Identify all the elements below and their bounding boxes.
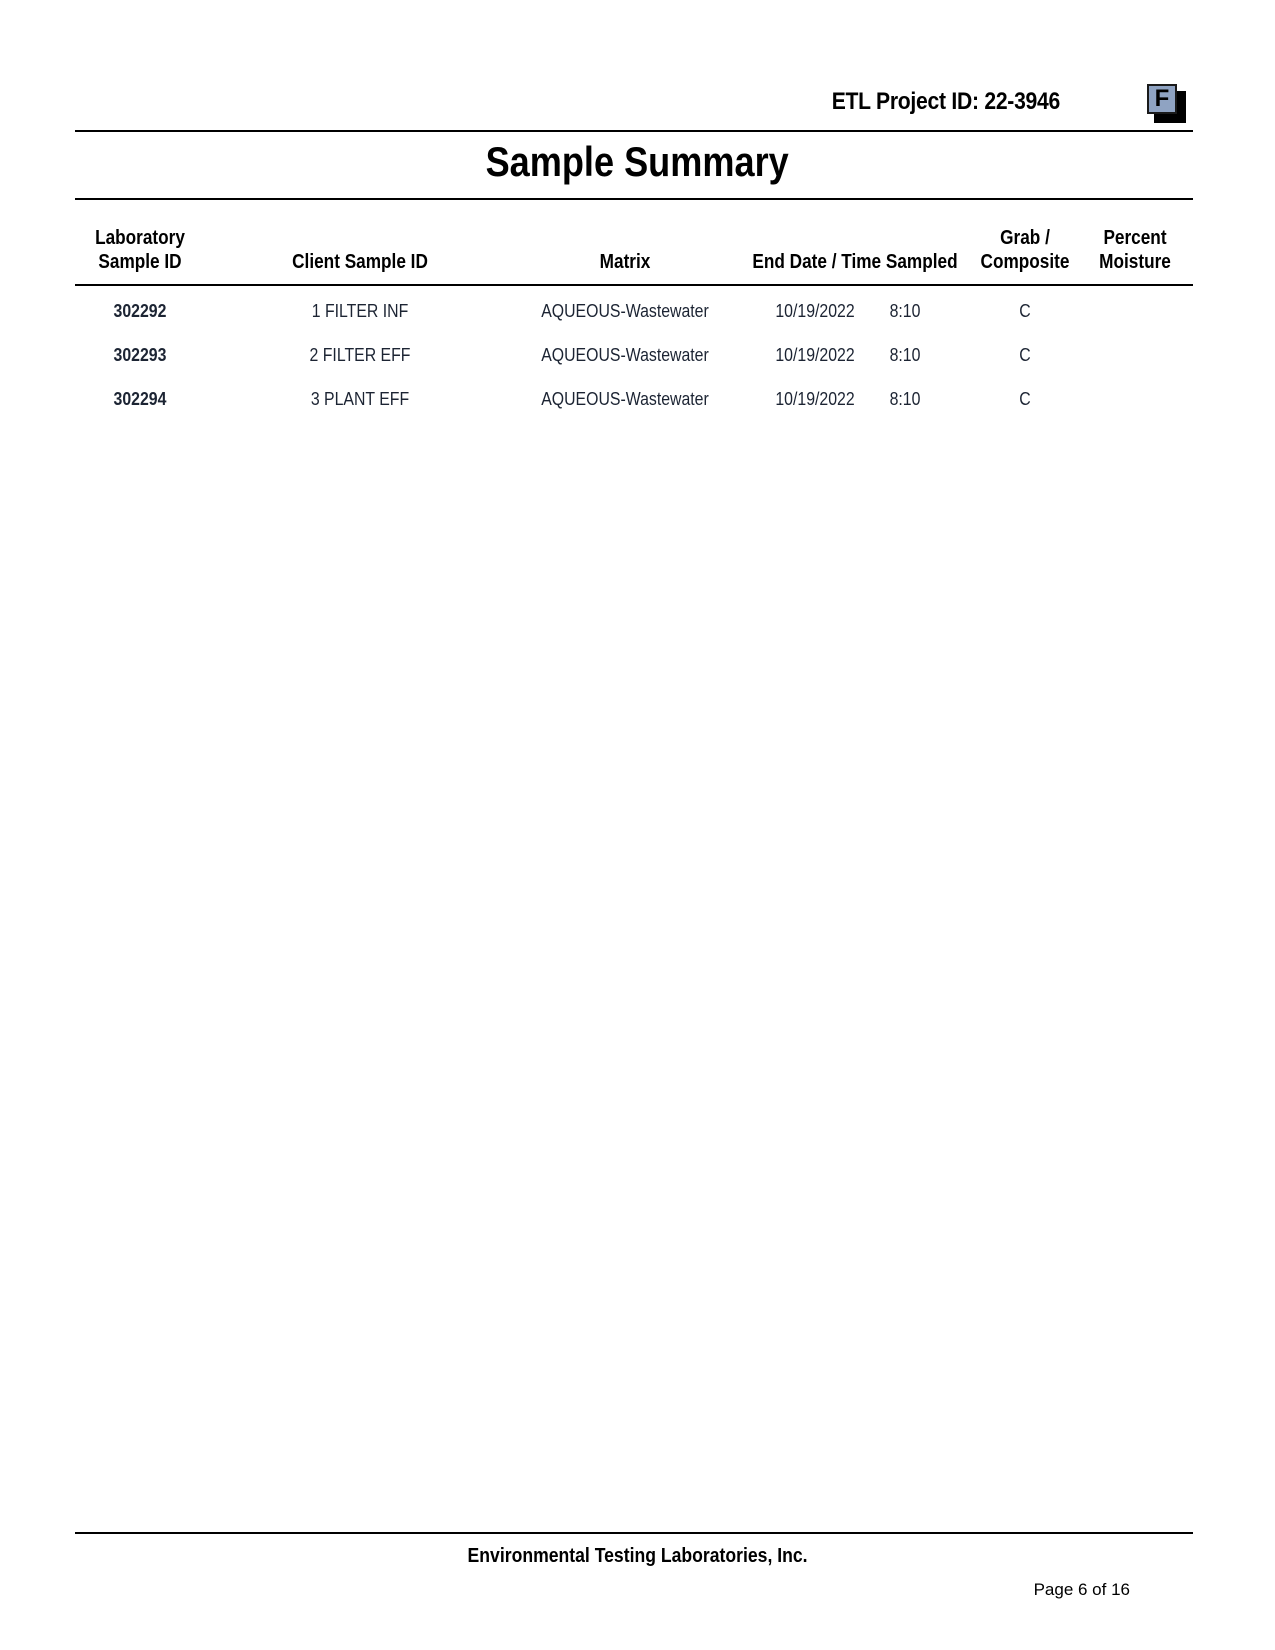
grab-composite: C: [1019, 345, 1031, 365]
matrix: AQUEOUS-Wastewater: [541, 389, 709, 409]
col-header-lab-id: [88, 226, 191, 274]
client-sample-id: 2 FILTER EFF: [309, 345, 411, 365]
table-header-rule: [75, 284, 1193, 286]
footer-rule: [75, 1532, 1193, 1534]
col-header-lab-id-line2: Sample ID: [98, 251, 182, 273]
col-header-matrix: Matrix: [599, 251, 651, 273]
header-rule: [75, 130, 1193, 132]
lab-sample-id: 302292: [113, 301, 167, 321]
sample-date: 10/19/2022: [775, 389, 855, 409]
page-number: Page 6 of 16: [1033, 1580, 1130, 1599]
col-header-end-date: End Date / Time Sampled: [752, 251, 958, 273]
grab-composite: C: [1019, 301, 1031, 321]
client-sample-id: 1 FILTER INF: [311, 301, 409, 321]
sample-time: 8:10: [889, 389, 921, 409]
grab-composite: C: [1019, 389, 1031, 409]
page-title: Sample Summary: [485, 138, 789, 185]
sample-time: 8:10: [889, 345, 921, 365]
matrix: AQUEOUS-Wastewater: [541, 345, 709, 365]
title-rule: [75, 198, 1193, 200]
sample-time: 8:10: [889, 301, 921, 321]
matrix: AQUEOUS-Wastewater: [541, 301, 709, 321]
col-header-grab: [973, 226, 1076, 274]
form-letter-badge: F: [1147, 84, 1177, 114]
client-sample-id: 3 PLANT EFF: [310, 389, 410, 409]
lab-sample-id: 302293: [113, 345, 167, 365]
sample-date: 10/19/2022: [775, 301, 855, 321]
col-header-client-id: Client Sample ID: [292, 251, 428, 273]
col-header-moisture-line1: Percent: [1103, 227, 1167, 249]
footer-company: Environmental Testing Laboratories, Inc.: [467, 1545, 808, 1567]
project-id: ETL Project ID: 22-3946: [831, 88, 1060, 115]
col-header-moisture: [1088, 226, 1183, 274]
col-header-moisture-line2: Moisture: [1099, 251, 1171, 273]
sample-date: 10/19/2022: [775, 345, 855, 365]
col-header-grab-line1: Grab /: [1000, 227, 1050, 249]
col-header-grab-line2: Composite: [980, 251, 1070, 273]
lab-sample-id: 302294: [113, 389, 167, 409]
col-header-lab-id-line1: Laboratory: [95, 227, 185, 249]
